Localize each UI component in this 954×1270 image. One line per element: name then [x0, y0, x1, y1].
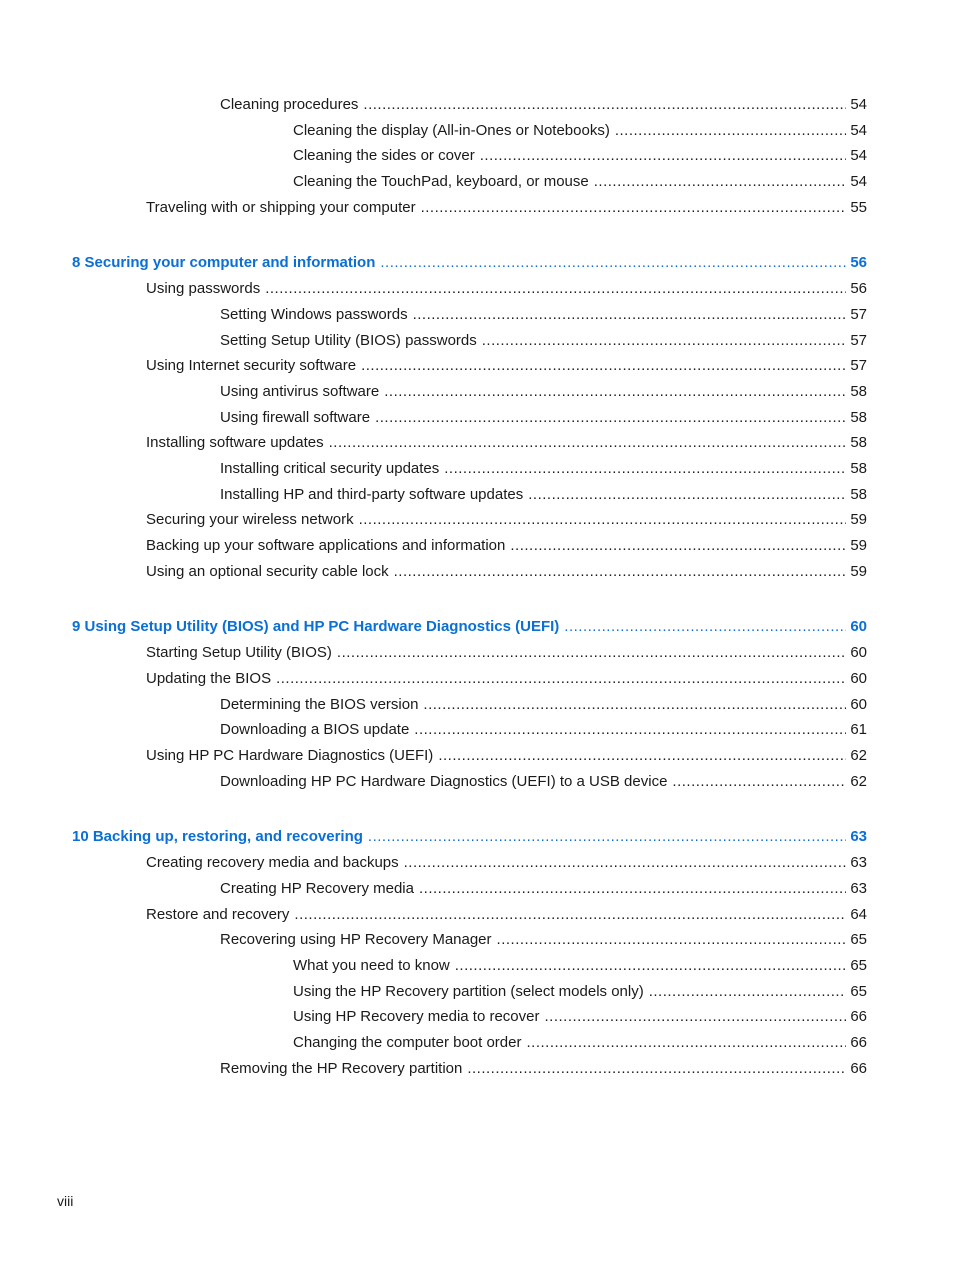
- toc-entry-title: Backing up your software applications and information: [146, 537, 506, 554]
- toc-entry[interactable]: [220, 485, 867, 505]
- dot-leader: [265, 279, 846, 299]
- dot-leader: [375, 408, 846, 428]
- dot-leader: [444, 459, 846, 479]
- toc-entry-page: 58: [850, 409, 867, 426]
- toc-entry-page: 60: [850, 696, 867, 713]
- dot-leader: [423, 695, 846, 715]
- toc-entry-title: Cleaning the TouchPad, keyboard, or mouse: [293, 173, 589, 190]
- toc-entry-title: Cleaning the display (All-in-Ones or Notebooks): [293, 122, 610, 139]
- toc-entry-title: 8 Securing your computer and information: [72, 254, 376, 271]
- toc-entry[interactable]: [146, 905, 867, 925]
- toc-entry-page: 65: [850, 931, 867, 948]
- toc-entry[interactable]: [293, 146, 867, 166]
- toc-entry-title: Using the HP Recovery partition (select models only): [293, 983, 644, 1000]
- dot-leader: [649, 982, 847, 1002]
- toc-chapter-entry[interactable]: [72, 617, 867, 637]
- dot-leader: [528, 485, 846, 505]
- toc-entry[interactable]: [293, 956, 867, 976]
- toc-entry-title: Recovering using HP Recovery Manager: [220, 931, 492, 948]
- toc-entry-title: Downloading a BIOS update: [220, 721, 410, 738]
- toc-entry-title: What you need to know: [293, 957, 450, 974]
- toc-entry-page: 62: [850, 747, 867, 764]
- dot-leader: [359, 510, 847, 530]
- toc-entry-title: Determining the BIOS version: [220, 696, 419, 713]
- toc-entry[interactable]: [146, 198, 867, 218]
- dot-leader: [497, 930, 847, 950]
- toc-entry-page: 56: [850, 280, 867, 297]
- toc-entry-page: 57: [850, 306, 867, 323]
- toc-entry-page: 60: [850, 644, 867, 661]
- toc-entry-title: Using antivirus software: [220, 383, 380, 400]
- toc-entry-title: Installing HP and third-party software updates: [220, 486, 524, 503]
- toc-entry-page: 61: [850, 721, 867, 738]
- toc-entry-page: 65: [850, 983, 867, 1000]
- toc-entry-title: Using Internet security software: [146, 357, 357, 374]
- toc-entry-page: 60: [850, 670, 867, 687]
- toc-entry-page: 57: [850, 357, 867, 374]
- dot-leader: [672, 772, 846, 792]
- dot-leader: [482, 331, 847, 351]
- toc-entry[interactable]: [220, 382, 867, 402]
- toc-entry-title: Using an optional security cable lock: [146, 563, 389, 580]
- toc-entry-title: Updating the BIOS: [146, 670, 272, 687]
- toc-entry-page: 54: [850, 122, 867, 139]
- toc-entry-title: Restore and recovery: [146, 906, 290, 923]
- toc-entry[interactable]: [220, 879, 867, 899]
- toc-entry-page: 57: [850, 332, 867, 349]
- dot-leader: [329, 433, 847, 453]
- toc-entry[interactable]: [220, 305, 867, 325]
- dot-leader: [438, 746, 846, 766]
- toc-entry-title: Cleaning procedures: [220, 96, 359, 113]
- toc-entry-title: 9 Using Setup Utility (BIOS) and HP PC Hardware Diagnostics (UEFI): [72, 618, 560, 635]
- toc-entry-page: 54: [850, 147, 867, 164]
- toc-entry[interactable]: [146, 643, 867, 663]
- toc-entry-page: 58: [850, 460, 867, 477]
- toc-entry-title: Creating recovery media and backups: [146, 854, 399, 871]
- toc-entry[interactable]: [146, 279, 867, 299]
- toc-entry-title: Changing the computer boot order: [293, 1034, 522, 1051]
- dot-leader: [361, 356, 846, 376]
- toc-chapter-entry[interactable]: [72, 253, 867, 273]
- dot-leader: [594, 172, 847, 192]
- toc-entry-title: 10 Backing up, restoring, and recovering: [72, 828, 363, 845]
- toc-entry[interactable]: [220, 331, 867, 351]
- toc-entry[interactable]: [146, 746, 867, 766]
- toc-entry-page: 59: [850, 537, 867, 554]
- toc-entry-page: 59: [850, 563, 867, 580]
- dot-leader: [455, 956, 847, 976]
- dot-leader: [394, 562, 847, 582]
- toc-entry-title: Using passwords: [146, 280, 261, 297]
- toc-entry-title: Installing software updates: [146, 434, 324, 451]
- dot-leader: [526, 1033, 846, 1053]
- toc-entry-page: 54: [850, 96, 867, 113]
- toc-entry-title: Creating HP Recovery media: [220, 880, 414, 897]
- toc-entry[interactable]: [220, 930, 867, 950]
- toc-entry-page: 60: [850, 618, 867, 635]
- toc-entry-page: 62: [850, 773, 867, 790]
- toc-entry[interactable]: [293, 121, 867, 141]
- toc-entry-page: 64: [850, 906, 867, 923]
- toc-entry[interactable]: [220, 1059, 867, 1079]
- toc-entry[interactable]: [220, 695, 867, 715]
- page-number: viii: [57, 1193, 74, 1209]
- dot-leader: [413, 305, 847, 325]
- toc-entry-page: 58: [850, 434, 867, 451]
- dot-leader: [363, 95, 846, 115]
- dot-leader: [467, 1059, 846, 1079]
- toc-entry[interactable]: [220, 772, 867, 792]
- dot-leader: [545, 1007, 847, 1027]
- toc-entry-title: Downloading HP PC Hardware Diagnostics (UEFI) to a USB device: [220, 773, 668, 790]
- toc-entry-title: Setting Setup Utility (BIOS) passwords: [220, 332, 477, 349]
- toc-entry-page: 66: [850, 1060, 867, 1077]
- toc-entry-page: 56: [850, 254, 867, 271]
- dot-leader: [384, 382, 846, 402]
- dot-leader: [404, 853, 847, 873]
- toc-entry-title: Using HP PC Hardware Diagnostics (UEFI): [146, 747, 434, 764]
- toc-entry[interactable]: [293, 172, 867, 192]
- dot-leader: [419, 879, 846, 899]
- toc-entry[interactable]: [293, 1007, 867, 1027]
- dot-leader: [480, 146, 847, 166]
- toc-entry[interactable]: [146, 853, 867, 873]
- dot-leader: [294, 905, 846, 925]
- toc-entry-page: 65: [850, 957, 867, 974]
- toc-entry[interactable]: [220, 95, 867, 115]
- toc-entry-page: 59: [850, 511, 867, 528]
- toc-entry-title: Removing the HP Recovery partition: [220, 1060, 463, 1077]
- dot-leader: [276, 669, 846, 689]
- toc-entry[interactable]: [146, 562, 867, 582]
- toc-entry-page: 63: [850, 854, 867, 871]
- dot-leader: [380, 253, 846, 273]
- toc-entry[interactable]: [146, 536, 867, 556]
- toc-entry-page: 66: [850, 1034, 867, 1051]
- toc-entry[interactable]: [146, 669, 867, 689]
- toc-entry[interactable]: [220, 459, 867, 479]
- toc-entry-page: 63: [850, 828, 867, 845]
- toc-entry-page: 66: [850, 1008, 867, 1025]
- dot-leader: [564, 617, 846, 637]
- toc-entry[interactable]: [220, 720, 867, 740]
- toc-entry-page: 54: [850, 173, 867, 190]
- toc-entry[interactable]: [146, 433, 867, 453]
- toc-chapter-entry[interactable]: [72, 827, 867, 847]
- dot-leader: [368, 827, 846, 847]
- toc-entry-title: Installing critical security updates: [220, 460, 440, 477]
- toc-entry-title: Starting Setup Utility (BIOS): [146, 644, 332, 661]
- toc-entry-title: Setting Windows passwords: [220, 306, 408, 323]
- toc-entry-title: Using firewall software: [220, 409, 371, 426]
- toc-entry-page: 63: [850, 880, 867, 897]
- dot-leader: [337, 643, 846, 663]
- dot-leader: [414, 720, 846, 740]
- toc-entry[interactable]: [146, 356, 867, 376]
- dot-leader: [510, 536, 846, 556]
- toc-entry[interactable]: [146, 510, 867, 530]
- toc-entry[interactable]: [220, 408, 867, 428]
- dot-leader: [421, 198, 847, 218]
- toc-entry-title: Securing your wireless network: [146, 511, 354, 528]
- toc-entry-title: Cleaning the sides or cover: [293, 147, 475, 164]
- toc-entry-title: Traveling with or shipping your computer: [146, 199, 416, 216]
- dot-leader: [615, 121, 846, 141]
- toc-entry[interactable]: [293, 1033, 867, 1053]
- toc-entry-page: 58: [850, 486, 867, 503]
- toc-entry[interactable]: [293, 982, 867, 1002]
- toc-entry-title: Using HP Recovery media to recover: [293, 1008, 540, 1025]
- toc-entry-page: 55: [850, 199, 867, 216]
- toc-entry-page: 58: [850, 383, 867, 400]
